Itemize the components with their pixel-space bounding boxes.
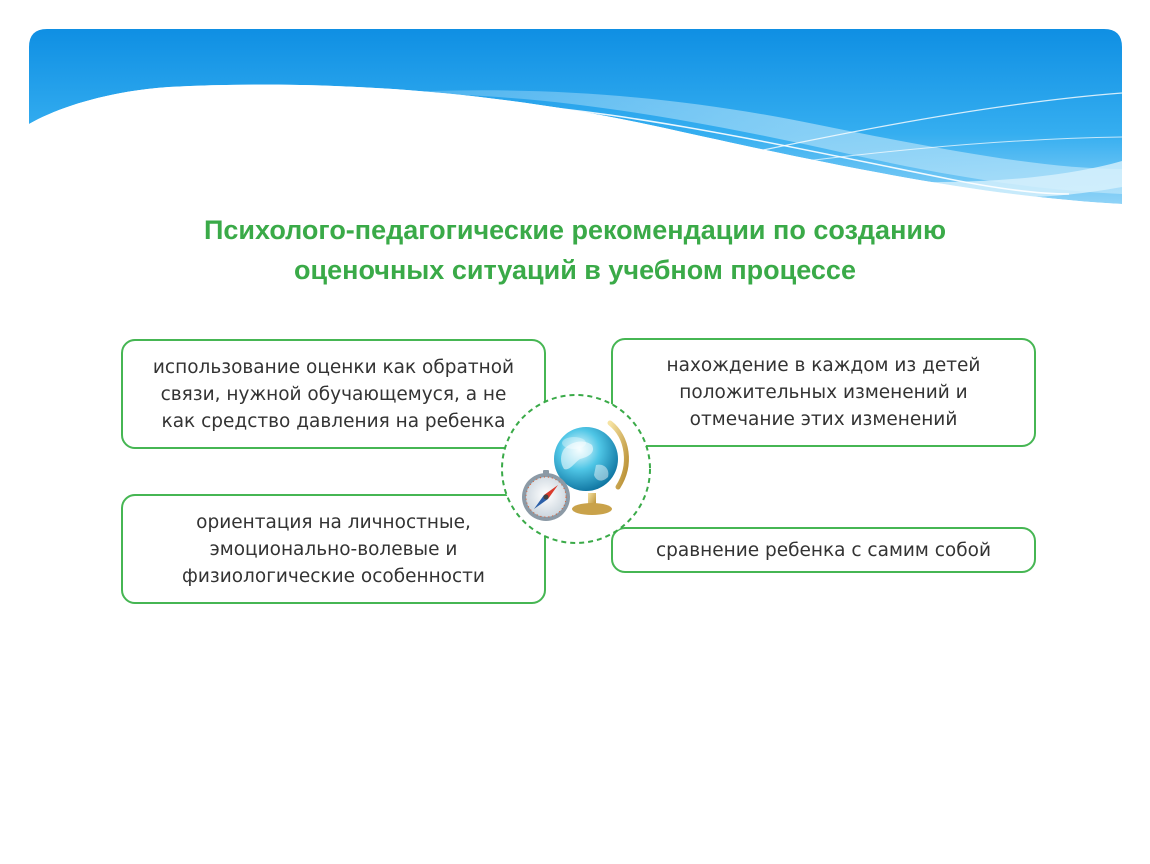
header-wave-banner: [29, 29, 1122, 229]
title-line-2: оценочных ситуаций в учебном процессе: [294, 255, 856, 285]
title-line-1: Психолого-педагогические рекомендации по созданию: [203, 215, 947, 245]
box-text-line: физиологические особенности: [182, 565, 485, 587]
recommendation-box-top-right: [611, 338, 1036, 447]
box-text-line: сравнение ребенка с самим собой: [655, 539, 992, 561]
box-text-line: связи, нужной обучающемуся, а не: [160, 383, 507, 405]
box-text-line: нахождение в каждом из детей: [666, 355, 981, 376]
box-text-line: эмоционально-волевые и: [209, 538, 458, 560]
box-text-line: использование оценки как обратной: [152, 356, 515, 378]
globe-and-compass-icon: [500, 393, 652, 545]
box-text-line: отмечание этих изменений: [689, 409, 958, 430]
box-text-line: положительных изменений и: [679, 382, 968, 403]
page-title: [100, 210, 1050, 290]
box-text-line: как средство давления на ребенка: [161, 410, 506, 432]
box-text-line: ориентация на личностные,: [196, 511, 471, 533]
recommendation-box-bottom-left: [121, 494, 546, 604]
recommendation-box-bottom-right: [611, 527, 1036, 573]
recommendation-box-top-left: [121, 339, 546, 449]
